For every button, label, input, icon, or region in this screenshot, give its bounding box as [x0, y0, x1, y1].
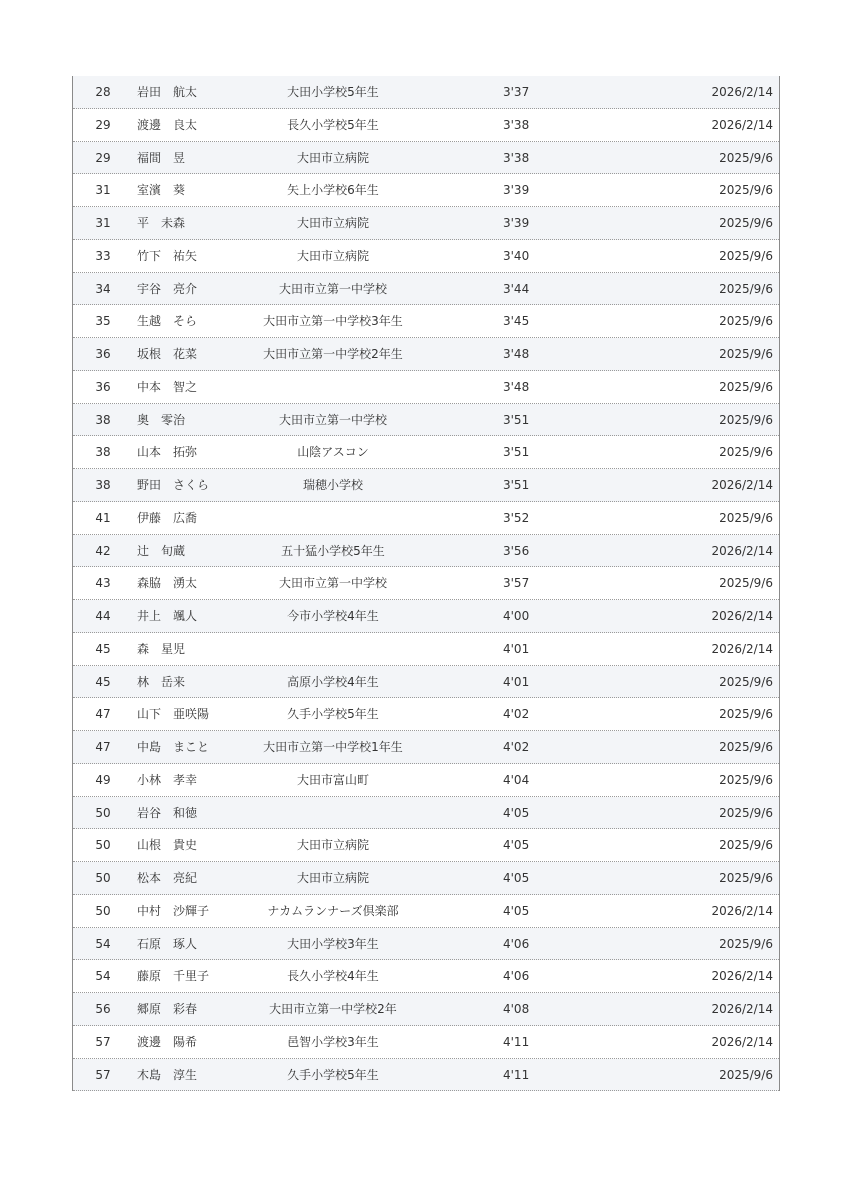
time-cell: 4'05: [503, 838, 530, 853]
table-row: [73, 1059, 779, 1092]
affiliation-cell: 大田市立第一中学校1年生: [263, 740, 403, 754]
date-cell: 2025/9/6: [719, 150, 773, 165]
date-cell: 2025/9/6: [719, 772, 773, 787]
date-cell: 2026/2/14: [711, 903, 773, 918]
table-row: [73, 273, 779, 306]
time-cell: 4'08: [503, 1002, 530, 1016]
name-cell: 藤原 千里子: [137, 969, 210, 984]
table-row: [73, 174, 779, 207]
time-cell: 3'48: [503, 347, 530, 361]
rank-cell: 31: [95, 183, 111, 198]
date-cell: 2025/9/6: [719, 281, 773, 296]
affiliation-cell: 瑞穂小学校: [302, 478, 363, 492]
time-cell: 4'04: [503, 772, 530, 787]
time-cell: 4'00: [503, 609, 530, 623]
rank-cell: 57: [95, 1067, 111, 1082]
affiliation-cell: 五十猛小学校5年生: [281, 543, 385, 558]
date-cell: 2025/9/6: [719, 707, 773, 722]
rank-cell: 49: [95, 772, 111, 787]
affiliation-cell: 大田市立第一中学校2年: [269, 1002, 397, 1016]
date-cell: 2026/2/14: [711, 543, 773, 558]
affiliation-cell: 大田市立第一中学校: [278, 412, 387, 427]
time-cell: 4'11: [503, 1034, 530, 1049]
date-cell: 2026/2/14: [711, 1034, 773, 1049]
rank-cell: 50: [95, 871, 111, 885]
date-cell: 2025/9/6: [719, 379, 773, 394]
table-row: [73, 633, 779, 666]
name-cell: 辻 旬蔵: [137, 543, 186, 558]
rank-cell: 38: [95, 478, 111, 492]
date-cell: 2026/2/14: [711, 85, 773, 99]
affiliation-cell: 久手小学校5年生: [287, 1067, 379, 1082]
table-row: [73, 928, 779, 961]
rank-cell: 36: [95, 347, 111, 361]
date-cell: 2025/9/6: [719, 216, 773, 230]
name-cell: 奥 零治: [137, 412, 186, 427]
affiliation-cell: 大田市立第一中学校: [278, 281, 387, 296]
time-cell: 3'57: [503, 576, 530, 591]
affiliation-cell: 矢上小学校6年生: [287, 183, 379, 198]
name-cell: 竹下 祐矢: [137, 248, 198, 263]
date-cell: 2025/9/6: [719, 936, 773, 951]
rank-cell: 54: [95, 969, 111, 984]
date-cell: 2025/9/6: [719, 871, 773, 885]
table-row: [73, 1026, 779, 1059]
date-cell: 2025/9/6: [719, 510, 773, 525]
time-cell: 4'06: [503, 969, 530, 984]
date-cell: 2026/2/14: [711, 1002, 773, 1016]
time-cell: 3'44: [503, 281, 530, 296]
rank-cell: 35: [95, 314, 111, 329]
name-cell: 岩田 航太: [137, 85, 198, 99]
rank-cell: 43: [95, 576, 111, 591]
name-cell: 生越 そら: [137, 314, 198, 329]
table-row: [73, 960, 779, 993]
name-cell: 山下 亜咲陽: [137, 707, 210, 722]
name-cell: 森脇 湧太: [137, 576, 198, 591]
name-cell: 坂根 花菜: [137, 347, 198, 361]
table-row: [73, 862, 779, 895]
name-cell: 野田 さくら: [137, 478, 210, 492]
affiliation-cell: 邑智小学校3年生: [287, 1034, 379, 1049]
name-cell: 渡邊 良太: [137, 117, 198, 132]
date-cell: 2025/9/6: [719, 183, 773, 198]
date-cell: 2025/9/6: [719, 838, 773, 853]
date-cell: 2025/9/6: [719, 740, 773, 754]
time-cell: 3'37: [503, 85, 530, 99]
name-cell: 中本 智之: [137, 379, 198, 394]
rank-cell: 28: [95, 85, 111, 99]
rank-cell: 56: [95, 1002, 111, 1016]
name-cell: 森 星児: [137, 641, 186, 656]
name-cell: 伊藤 広喬: [137, 510, 198, 525]
affiliation-cell: 大田市立病院: [296, 216, 369, 230]
date-cell: 2026/2/14: [711, 641, 773, 656]
time-cell: 3'52: [503, 510, 530, 525]
name-cell: 渡邊 陽希: [137, 1034, 198, 1049]
name-cell: 木島 淳生: [137, 1067, 198, 1082]
table-row: [73, 535, 779, 568]
time-cell: 4'05: [503, 805, 530, 820]
date-cell: 2026/2/14: [711, 478, 773, 492]
rank-cell: 34: [95, 281, 111, 296]
time-cell: 4'02: [503, 707, 530, 722]
rank-cell: 38: [95, 412, 111, 427]
affiliation-cell: 大田市立病院: [296, 150, 369, 165]
affiliation-cell: 大田市富山町: [296, 772, 369, 787]
name-cell: 山根 貴史: [137, 838, 198, 853]
name-cell: 福間 昱: [137, 150, 186, 165]
rank-cell: 47: [95, 707, 111, 722]
rank-cell: 29: [95, 117, 111, 132]
date-cell: 2026/2/14: [711, 609, 773, 623]
name-cell: 岩谷 和徳: [137, 805, 198, 820]
table-row: [73, 666, 779, 699]
time-cell: 3'51: [503, 412, 530, 427]
table-row: [73, 305, 779, 338]
table-row: [73, 338, 779, 371]
name-cell: 郷原 彩春: [137, 1002, 198, 1016]
date-cell: 2025/9/6: [719, 674, 773, 689]
name-cell: 室濱 葵: [137, 183, 186, 198]
affiliation-cell: 大田市立第一中学校2年生: [263, 347, 403, 361]
affiliation-cell: 久手小学校5年生: [287, 707, 379, 722]
affiliation-cell: 大田市立病院: [296, 248, 369, 263]
table-row: [73, 371, 779, 404]
rank-cell: 50: [95, 903, 111, 918]
date-cell: 2025/9/6: [719, 445, 773, 460]
table-row: [73, 76, 779, 109]
rank-cell: 50: [95, 805, 111, 820]
date-cell: 2025/9/6: [719, 1067, 773, 1082]
name-cell: 山本 拓弥: [137, 445, 198, 460]
table-row: [73, 993, 779, 1026]
time-cell: 3'38: [503, 117, 530, 132]
name-cell: 平 未森: [137, 216, 186, 230]
name-cell: 中村 沙輝子: [137, 903, 210, 918]
rank-cell: 44: [95, 609, 111, 623]
table-row: [73, 600, 779, 633]
affiliation-cell: 今市小学校4年生: [287, 609, 379, 623]
affiliation-cell: 大田市立病院: [296, 838, 369, 853]
date-cell: 2025/9/6: [719, 314, 773, 329]
table-row: [73, 567, 779, 600]
name-cell: 中島 まこと: [137, 740, 210, 754]
name-cell: 井上 颯人: [137, 609, 198, 623]
rank-cell: 54: [95, 936, 111, 951]
rank-cell: 45: [95, 641, 111, 656]
affiliation-cell: 長久小学校5年生: [287, 117, 379, 132]
date-cell: 2025/9/6: [719, 347, 773, 361]
name-cell: 宇谷 亮介: [137, 281, 198, 296]
time-cell: 3'45: [503, 314, 530, 329]
time-cell: 3'48: [503, 379, 530, 394]
table-row: [73, 142, 779, 175]
rank-cell: 29: [95, 150, 111, 165]
affiliation-cell: 大田市立第一中学校3年生: [263, 314, 403, 329]
name-cell: 小林 孝幸: [137, 772, 198, 787]
table-row: [73, 502, 779, 535]
table-row: [73, 764, 779, 797]
time-cell: 3'51: [503, 445, 530, 460]
date-cell: 2026/2/14: [711, 117, 773, 132]
table-row: [73, 207, 779, 240]
name-cell: 林 岳来: [137, 674, 186, 689]
rank-cell: 47: [95, 740, 111, 754]
time-cell: 3'39: [503, 183, 530, 198]
affiliation-cell: 大田市立病院: [296, 871, 369, 885]
rank-cell: 33: [95, 248, 111, 263]
rank-cell: 45: [95, 674, 111, 689]
date-cell: 2025/9/6: [719, 576, 773, 591]
name-cell: 石原 琢人: [137, 936, 198, 951]
table-row: [73, 109, 779, 142]
affiliation-cell: 大田小学校5年生: [287, 85, 379, 99]
rank-cell: 57: [95, 1034, 111, 1049]
results-table: [72, 76, 780, 1091]
time-cell: 4'05: [503, 871, 530, 885]
affiliation-cell: ナカムランナーズ倶楽部: [267, 903, 399, 918]
time-cell: 4'06: [503, 936, 530, 951]
table-row: [73, 436, 779, 469]
rank-cell: 50: [95, 838, 111, 853]
time-cell: 3'56: [503, 543, 530, 558]
date-cell: 2026/2/14: [711, 969, 773, 984]
affiliation-cell: 山陰アスコン: [297, 445, 369, 460]
time-cell: 4'02: [503, 740, 530, 754]
time-cell: 4'11: [503, 1067, 530, 1082]
affiliation-cell: 大田小学校3年生: [287, 936, 379, 951]
time-cell: 3'40: [503, 248, 530, 263]
table-row: [73, 240, 779, 273]
time-cell: 3'39: [503, 216, 530, 230]
rank-cell: 42: [95, 543, 111, 558]
table-row: [73, 895, 779, 928]
table-row: [73, 829, 779, 862]
table-row: [73, 797, 779, 830]
date-cell: 2025/9/6: [719, 412, 773, 427]
affiliation-cell: 長久小学校4年生: [287, 969, 379, 984]
date-cell: 2025/9/6: [719, 805, 773, 820]
time-cell: 3'38: [503, 150, 530, 165]
table-row: [73, 469, 779, 502]
rank-cell: 31: [95, 216, 111, 230]
time-cell: 4'01: [503, 641, 530, 656]
rank-cell: 36: [95, 379, 111, 394]
time-cell: 4'05: [503, 903, 530, 918]
rank-cell: 41: [95, 510, 111, 525]
table-row: [73, 731, 779, 764]
rank-cell: 38: [95, 445, 111, 460]
time-cell: 3'51: [503, 478, 530, 492]
table-row: [73, 698, 779, 731]
affiliation-cell: 高原小学校4年生: [287, 674, 379, 689]
name-cell: 松本 亮紀: [137, 871, 198, 885]
affiliation-cell: 大田市立第一中学校: [278, 576, 387, 591]
table-row: [73, 404, 779, 437]
time-cell: 4'01: [503, 674, 530, 689]
date-cell: 2025/9/6: [719, 248, 773, 263]
